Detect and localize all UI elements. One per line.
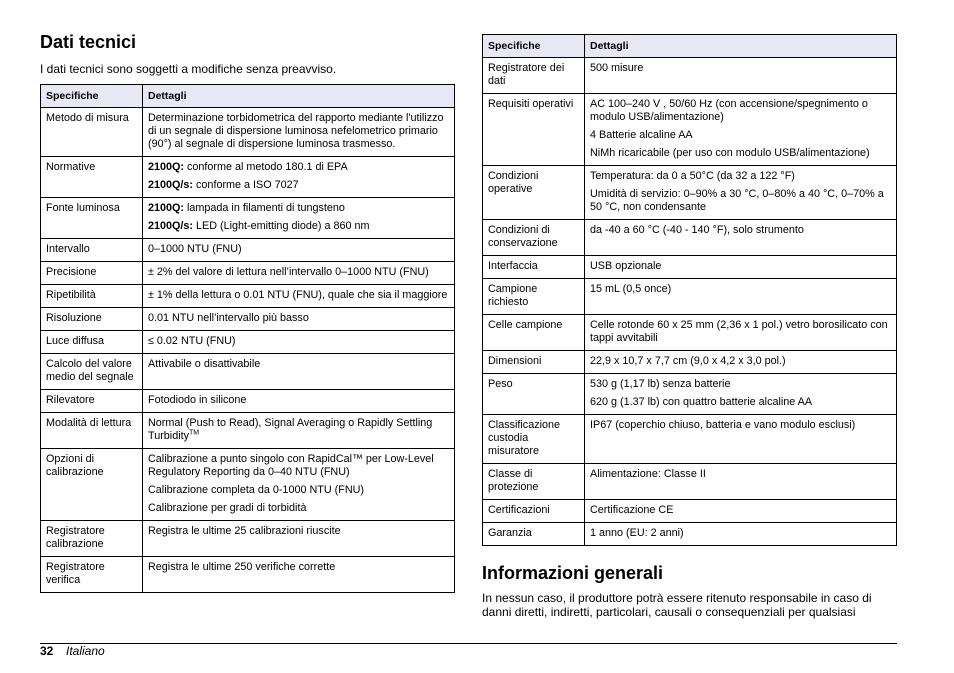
table-row <box>483 58 897 94</box>
detail-line <box>148 453 449 479</box>
page-footer <box>40 643 897 658</box>
detail-text: Temperatura: da 0 a 50°C (da 32 a 122 °F) <box>590 170 795 182</box>
table-header-row <box>41 85 455 108</box>
detail-text: 0–1000 NTU (FNU) <box>148 243 242 255</box>
header-dettagli: Dettagli <box>585 35 897 58</box>
footer-language: Italiano <box>66 644 105 658</box>
detail-text: Registra le ultime 250 verifiche corrette <box>148 561 336 573</box>
details-cell <box>585 166 897 220</box>
details-cell <box>143 239 455 262</box>
detail-line <box>148 220 449 233</box>
details-cell <box>585 415 897 464</box>
detail-text: 4 Batterie alcaline AA <box>590 129 693 141</box>
details-cell <box>143 285 455 308</box>
detail-text: Registra le ultime 25 calibrazioni riuscite <box>148 525 341 537</box>
table-row <box>41 262 455 285</box>
detail-line <box>590 62 891 75</box>
details-cell <box>143 308 455 331</box>
detail-line <box>148 561 449 574</box>
detail-text: Umidità di servizio: 0–90% a 30 °C, 0–80% a 40 °C, 0–70% a 50 °C, non condensante <box>590 188 884 213</box>
detail-line <box>590 188 891 214</box>
detail-line <box>590 396 891 409</box>
detail-line <box>148 484 449 497</box>
detail-text: IP67 (coperchio chiuso, batteria e vano modulo esclusi) <box>590 419 856 431</box>
details-cell <box>585 58 897 94</box>
detail-text: 22,9 x 10,7 x 7,7 cm (9,0 x 4,2 x 3,0 pol.) <box>590 355 786 367</box>
detail-text: Calibrazione completa da 0-1000 NTU (FNU) <box>148 484 365 496</box>
right-column <box>482 34 897 631</box>
model-label: 2100Q: <box>148 161 185 173</box>
details-cell <box>585 256 897 279</box>
table-row <box>41 413 455 449</box>
spec-cell: Classe di protezione <box>483 464 585 500</box>
detail-text: USB opzionale <box>590 260 662 272</box>
spec-cell: Precisione <box>41 262 143 285</box>
detail-text: Celle rotonde 60 x 25 mm (2,36 x 1 pol.) vetro borosilicato con tappi avvitabili <box>590 319 888 344</box>
detail-line <box>590 319 891 345</box>
detail-line <box>590 283 891 296</box>
section-title-dati-tecnici: Dati tecnici <box>40 32 137 52</box>
detail-line <box>148 243 449 256</box>
details-cell <box>143 449 455 521</box>
spec-cell: Registratore verifica <box>41 557 143 593</box>
table-row <box>483 279 897 315</box>
spec-cell: Condizioni di conservazione <box>483 220 585 256</box>
detail-line <box>148 335 449 348</box>
detail-text: 620 g (1.37 lb) con quattro batterie alcaline AA <box>590 396 813 408</box>
details-cell <box>143 157 455 198</box>
detail-text: ± 1% della lettura o 0.01 NTU (FNU), quale che sia il maggiore <box>148 289 448 301</box>
details-cell <box>585 523 897 546</box>
details-cell <box>143 198 455 239</box>
detail-line <box>148 525 449 538</box>
table-row <box>41 198 455 239</box>
details-cell <box>585 279 897 315</box>
detail-line <box>590 129 891 142</box>
detail-text: ≤ 0.02 NTU (FNU) <box>148 335 236 347</box>
spec-cell: Luce diffusa <box>41 331 143 354</box>
details-cell <box>143 390 455 413</box>
section-title-informazioni-generali: Informazioni generali <box>482 563 664 583</box>
details-cell <box>143 557 455 593</box>
detail-text: conforme al metodo 180.1 di EPA <box>184 161 348 173</box>
table-row <box>41 449 455 521</box>
detail-text: da -40 a 60 °C (-40 - 140 °F), solo strumento <box>590 224 804 236</box>
detail-line <box>590 504 891 517</box>
intro-text: I dati tecnici sono soggetti a modifiche senza preavviso. <box>40 62 337 76</box>
spec-cell: Interfaccia <box>483 256 585 279</box>
detail-line <box>590 147 891 160</box>
detail-text: Certificazione CE <box>590 504 674 516</box>
table-row <box>483 94 897 166</box>
detail-text: 15 mL (0,5 once) <box>590 283 672 295</box>
details-cell <box>585 464 897 500</box>
detail-text: lampada in filamenti di tungsteno <box>184 202 345 214</box>
table-row <box>41 331 455 354</box>
details-cell <box>143 331 455 354</box>
details-cell <box>585 315 897 351</box>
detail-line <box>148 358 449 371</box>
spec-cell: Condizioni operative <box>483 166 585 220</box>
spec-cell: Requisiti operativi <box>483 94 585 166</box>
detail-line <box>148 394 449 407</box>
details-cell <box>585 351 897 374</box>
spec-cell: Certificazioni <box>483 500 585 523</box>
details-cell <box>585 220 897 256</box>
table-row <box>41 108 455 157</box>
table-row <box>41 354 455 390</box>
detail-line <box>148 417 449 443</box>
detail-text: 1 anno (EU: 2 anni) <box>590 527 684 539</box>
table-row <box>483 256 897 279</box>
spec-cell: Intervallo <box>41 239 143 262</box>
spec-cell: Ripetibilità <box>41 285 143 308</box>
detail-text: Attivabile o disattivabile <box>148 358 261 370</box>
table-row <box>41 157 455 198</box>
detail-line <box>590 224 891 237</box>
spec-cell: Calcolo del valore medio del segnale <box>41 354 143 390</box>
spec-cell: Dimensioni <box>483 351 585 374</box>
model-label: 2100Q: <box>148 202 185 214</box>
detail-line <box>590 527 891 540</box>
spec-cell: Registratore calibrazione <box>41 521 143 557</box>
details-cell <box>585 374 897 415</box>
table-row <box>41 239 455 262</box>
detail-line <box>148 312 449 325</box>
spec-cell: Fonte luminosa <box>41 198 143 239</box>
model-label: 2100Q/s: <box>148 179 194 191</box>
detail-text: Fotodiodo in silicone <box>148 394 247 406</box>
table-row <box>41 308 455 331</box>
header-specifiche: Specifiche <box>41 85 143 108</box>
specs-table-left <box>40 84 455 593</box>
details-cell <box>143 262 455 285</box>
table-row <box>483 523 897 546</box>
detail-text: 500 misure <box>590 62 644 74</box>
spec-cell: Opzioni di calibrazione <box>41 449 143 521</box>
spec-cell: Metodo di misura <box>41 108 143 157</box>
details-cell <box>143 108 455 157</box>
spec-cell: Campione richiesto <box>483 279 585 315</box>
detail-text: ± 2% del valore di lettura nell’intervallo 0–1000 NTU (FNU) <box>148 266 429 278</box>
header-dettagli: Dettagli <box>143 85 455 108</box>
detail-text: Calibrazione per gradi di torbidità <box>148 502 307 514</box>
table-row <box>483 415 897 464</box>
detail-line <box>148 179 449 192</box>
detail-line <box>148 161 449 174</box>
detail-line <box>590 419 891 432</box>
spec-cell: Risoluzione <box>41 308 143 331</box>
spec-cell: Peso <box>483 374 585 415</box>
left-column <box>40 32 455 593</box>
detail-line <box>148 289 449 302</box>
detail-line <box>148 502 449 515</box>
details-cell <box>143 521 455 557</box>
model-label: 2100Q/s: <box>148 220 194 232</box>
details-cell <box>585 94 897 166</box>
detail-text: Calibrazione a punto singolo con RapidCal™ per Low-Level Regulatory Reporting da 0–40 NTU (FNU) <box>148 453 434 478</box>
detail-text: AC 100–240 V , 50/60 Hz (con accensione/spegnimento o modulo USB/alimentazione) <box>590 98 868 123</box>
detail-text: Alimentazione: Classe II <box>590 468 706 480</box>
table-row <box>483 464 897 500</box>
table-row <box>41 285 455 308</box>
header-specifiche: Specifiche <box>483 35 585 58</box>
body-text: In nessun caso, il produttore potrà essere ritenuto responsabile in caso di danni diretti, indiretti, particolari, causali o consequenziali per qualsiasi <box>482 591 872 619</box>
table-row <box>483 166 897 220</box>
detail-text: 530 g (1,17 lb) senza batterie <box>590 378 731 390</box>
detail-line <box>590 170 891 183</box>
table-row <box>41 521 455 557</box>
spec-cell: Celle campione <box>483 315 585 351</box>
details-cell <box>585 500 897 523</box>
table-header-row <box>483 35 897 58</box>
specs-table-right <box>482 34 897 546</box>
spec-cell: Normative <box>41 157 143 198</box>
detail-text: 0.01 NTU nell’intervallo più basso <box>148 312 309 324</box>
detail-line <box>148 266 449 279</box>
spec-cell: Garanzia <box>483 523 585 546</box>
detail-line <box>148 112 449 151</box>
table-row <box>483 220 897 256</box>
spec-cell: Modalità di lettura <box>41 413 143 449</box>
detail-line <box>590 468 891 481</box>
detail-text: Normal (Push to Read), Signal Averaging o Rapidly Settling Turbidity <box>148 417 433 442</box>
detail-text: LED (Light-emitting diode) a 860 nm <box>193 220 370 232</box>
table-row <box>483 315 897 351</box>
details-cell <box>143 354 455 390</box>
table-row <box>41 557 455 593</box>
details-cell <box>143 413 455 449</box>
detail-line <box>590 355 891 368</box>
spec-cell: Registratore dei dati <box>483 58 585 94</box>
detail-line <box>148 202 449 215</box>
detail-line <box>590 260 891 273</box>
detail-text: NiMh ricaricabile (per uso con modulo USB/alimentazione) <box>590 147 870 159</box>
spec-cell: Classificazione custodia misuratore <box>483 415 585 464</box>
detail-line <box>590 378 891 391</box>
table-row <box>483 500 897 523</box>
table-row <box>483 351 897 374</box>
table-row <box>483 374 897 415</box>
spec-cell: Rilevatore <box>41 390 143 413</box>
detail-line <box>590 98 891 124</box>
detail-text: Determinazione torbidometrica del rapporto mediante l'utilizzo di un segnale di dispersione luminosa nefelometrico primario (90°) al segnale di dispersione luminosa trasmesso. <box>148 112 444 150</box>
page-number: 32 <box>40 644 54 658</box>
detail-text: conforme a ISO 7027 <box>193 179 299 191</box>
table-row <box>41 390 455 413</box>
trademark-mark: TM <box>189 429 200 437</box>
